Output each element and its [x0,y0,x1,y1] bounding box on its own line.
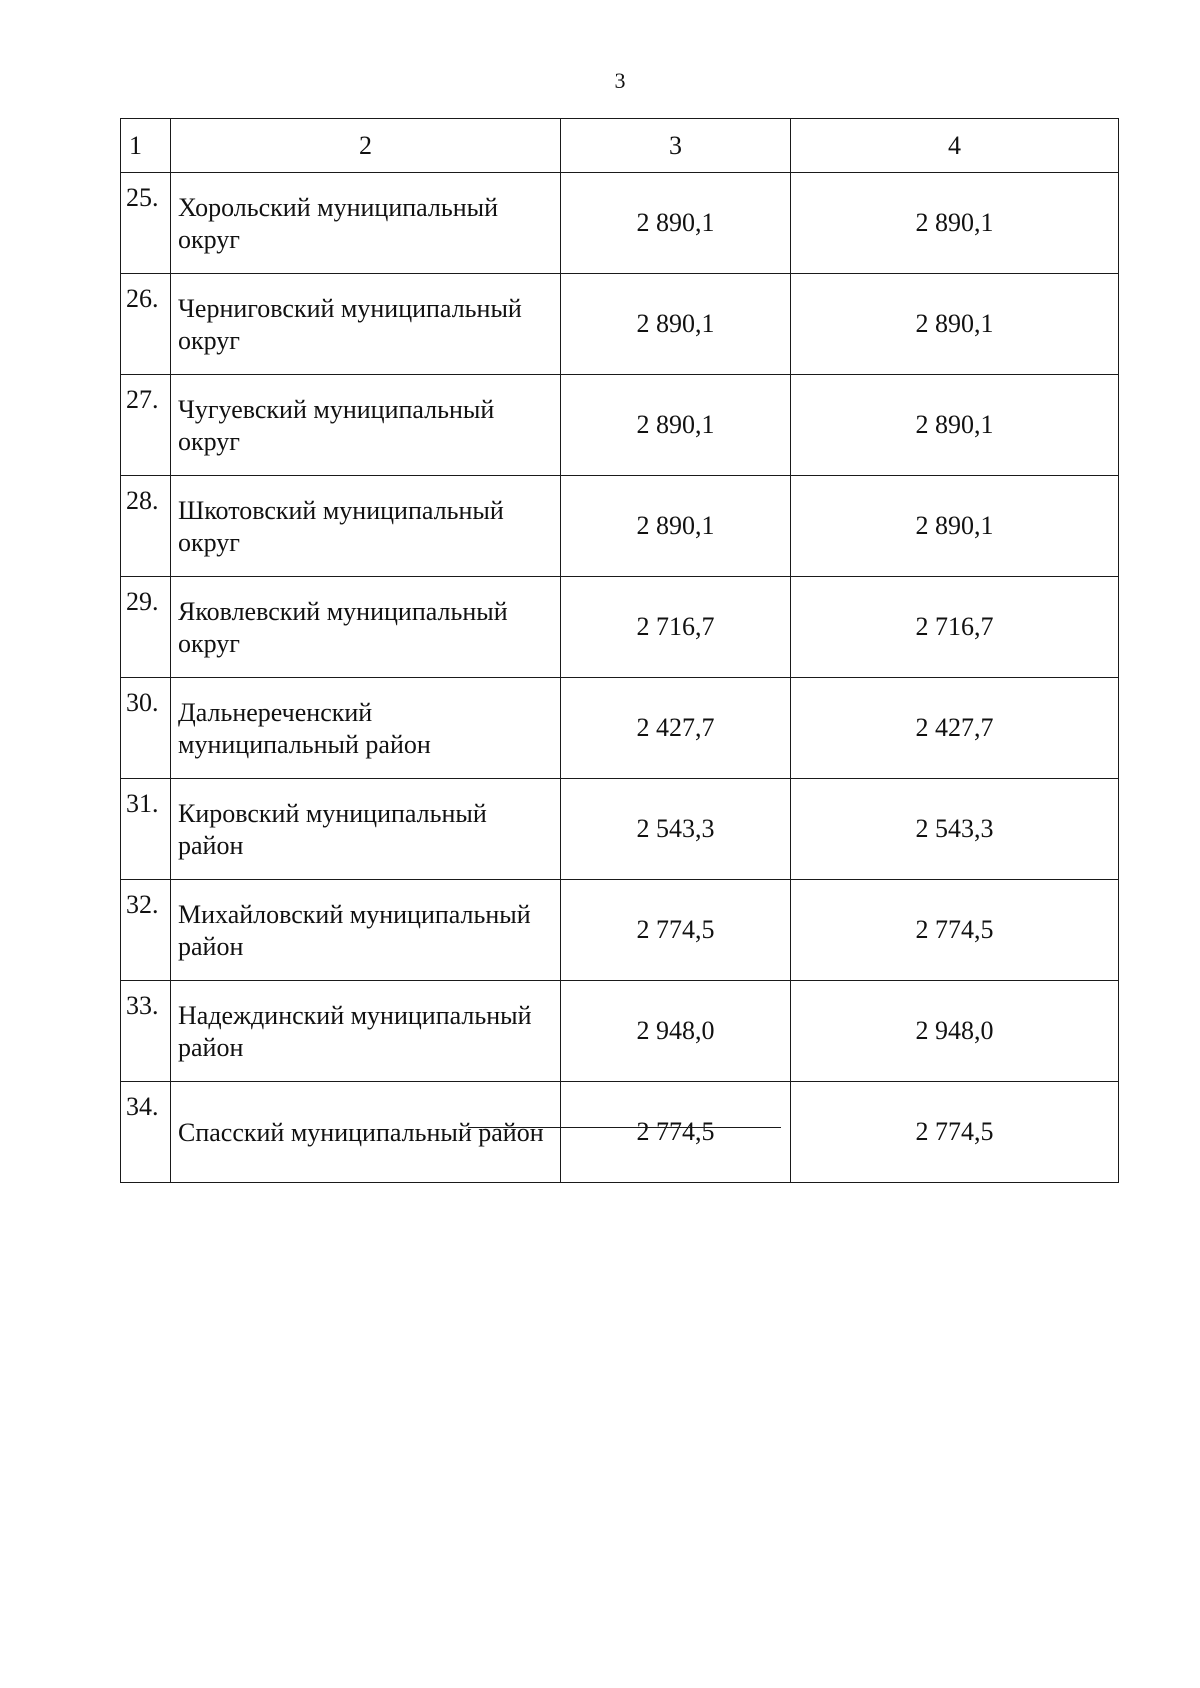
column-header: 4 [791,119,1119,173]
row-number-cell: 25. [121,173,171,274]
municipality-name-cell: Яковлевский муниципальный округ [171,577,561,678]
municipality-name-cell: Дальнереченский муниципальный район [171,678,561,779]
column4-value-cell: 2 774,5 [791,880,1119,981]
column4-value-cell: 2 890,1 [791,173,1119,274]
municipality-name-cell: Шкотовский муниципальный округ [171,476,561,577]
table-row [121,274,1119,375]
row-number-cell: 29. [121,577,171,678]
municipality-name-cell: Спасский муниципальный район [171,1082,561,1183]
closing-rule [468,1127,781,1128]
municipality-name-cell: Кировский муниципальный район [171,779,561,880]
row-number-cell: 30. [121,678,171,779]
table-row [121,173,1119,274]
column3-value-cell: 2 890,1 [561,375,791,476]
table-row [121,577,1119,678]
column3-value-cell: 2 948,0 [561,981,791,1082]
column-header: 1 [121,119,171,173]
column3-value-cell: 2 890,1 [561,274,791,375]
column-header: 2 [171,119,561,173]
column4-value-cell: 2 890,1 [791,375,1119,476]
table-row [121,880,1119,981]
table-row [121,981,1119,1082]
table-body [121,119,1119,1183]
column3-value-cell: 2 543,3 [561,779,791,880]
row-number-cell: 32. [121,880,171,981]
municipality-name-cell: Черниговский муниципальный округ [171,274,561,375]
municipality-name-cell: Надеждинский муниципальный район [171,981,561,1082]
table-row [121,779,1119,880]
column4-value-cell: 2 427,7 [791,678,1119,779]
column3-value-cell: 2 890,1 [561,476,791,577]
column3-value-cell: 2 774,5 [561,880,791,981]
municipality-name-cell: Хорольский муниципальный округ [171,173,561,274]
column3-value-cell: 2 427,7 [561,678,791,779]
row-number-cell: 28. [121,476,171,577]
column4-value-cell: 2 716,7 [791,577,1119,678]
column3-value-cell: 2 716,7 [561,577,791,678]
table-row [121,1082,1119,1183]
municipality-name-cell: Чугуевский муниципальный округ [171,375,561,476]
column4-value-cell: 2 890,1 [791,476,1119,577]
row-number-cell: 26. [121,274,171,375]
column4-value-cell: 2 890,1 [791,274,1119,375]
column4-value-cell: 2 543,3 [791,779,1119,880]
column4-value-cell: 2 948,0 [791,981,1119,1082]
municipality-name-cell: Михайловский муниципальный район [171,880,561,981]
row-number-cell: 34. [121,1082,171,1183]
column4-value-cell: 2 774,5 [791,1082,1119,1183]
column3-value-cell: 2 890,1 [561,173,791,274]
table-row [121,678,1119,779]
page-number: 3 [614,68,626,93]
row-number-cell: 33. [121,981,171,1082]
table-row [121,375,1119,476]
data-table [120,118,1119,1183]
table-header-row [121,119,1119,173]
table-row [121,476,1119,577]
row-number-cell: 31. [121,779,171,880]
row-number-cell: 27. [121,375,171,476]
column-header: 3 [561,119,791,173]
column3-value-cell: 2 774,5 [561,1082,791,1183]
